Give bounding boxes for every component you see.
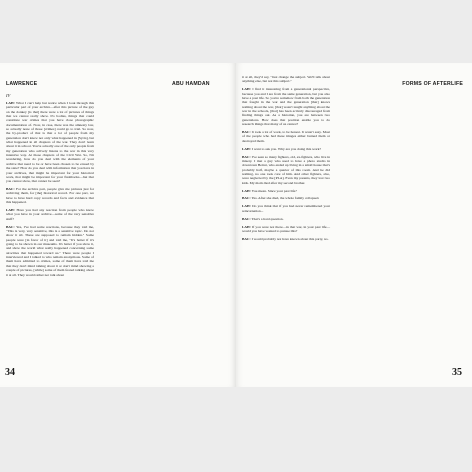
interview-paragraph	[242, 87, 330, 126]
running-head-author: LAWRENCE	[6, 81, 38, 87]
interview-text-column	[242, 75, 330, 245]
speaker-label: LAH:	[242, 87, 251, 92]
interview-text-column	[6, 101, 94, 280]
interview-paragraph	[6, 101, 94, 184]
speaker-label: LAH:	[242, 188, 251, 193]
interview-paragraph	[242, 196, 330, 200]
speaker-label: BAC:	[242, 196, 251, 201]
book-spread	[0, 63, 472, 387]
speaker-label: LAH:	[242, 204, 251, 209]
speaker-label: BAC:	[242, 216, 251, 221]
paragraph-text: It took a lot of work, to be honest. It wasn't easy. Most of the people who had these images either burned them or destroyed them.	[242, 129, 331, 143]
paragraph-text: I would probably not have known about this party, no.	[251, 236, 329, 241]
interview-paragraph	[242, 225, 330, 234]
interview-paragraph	[6, 225, 94, 277]
paragraph-text: I find it interesting from a generational perspective, because you and I are from the same generation, but you also have a past life. So you're somehow from both the generation that fought in the war and the generation [that] knows nothing about the war, [that] wasn't taught anything about the war in the schools, [that] has been actively discouraged from finding things out. As a historian, you are between two generations. How does that position enable you to do research things that many of us cannot?	[242, 87, 330, 127]
paragraph-text: That's a hard question.	[251, 216, 284, 221]
interview-paragraph	[6, 208, 94, 221]
paragraph-text: For the archive part, people give me pictures just for archiving them, for [the] historical record. For one part, we have to have hard copy records and facts and evidence that this happened.	[6, 187, 95, 205]
paragraph-text: If you were not there—in that war, in your past life—would you have wanted to pursue this?	[242, 224, 330, 233]
speaker-label: BAC:	[242, 154, 251, 159]
speaker-label: LAH:	[242, 146, 251, 151]
paragraph-text: Yes, I've had some reactions, because they told me, "This is very, very sensitive, this is a sensitive topic. Do not show it all. These are supposed to remain hidden." Some people were [in favor of it] and told me, "It's better if it's going to be shown in our museums. It's better if you show it, and show the world what really happened concerning some atrocities that happened toward us." There were people I interviewed and I talked to who remain anonymous. Some of them have admitted to crimes, some of them have told me that they don't mind talking about it or don't mind showing a couple of pictures, [while] some of them feared talking about it at all. They would rather not talk about	[6, 224, 94, 277]
page-number: 35	[452, 367, 462, 378]
speaker-label: LAH:	[242, 224, 251, 229]
paragraph-text: You mean. Since your past life?	[251, 188, 297, 193]
speaker-label: BAC:	[6, 224, 15, 229]
interview-paragraph	[242, 237, 330, 241]
interview-paragraph	[242, 204, 330, 213]
interview-paragraph	[242, 147, 330, 151]
left-page	[0, 63, 236, 387]
right-page	[236, 63, 472, 387]
interview-paragraph	[242, 75, 330, 84]
speaker-label: BAC:	[6, 187, 15, 192]
speaker-label: BAC:	[242, 129, 251, 134]
interview-paragraph	[242, 217, 330, 221]
page-number: 34	[5, 367, 15, 378]
interview-paragraph	[6, 187, 94, 204]
paragraph-text: Yes. After she died, the whole family collapsed.	[251, 196, 320, 201]
paragraph-text: it at all, they'd say, "Just change the subject. We'll talk about anything else, but not this subject."	[242, 75, 330, 84]
paragraph-text: Do you think that if you had never remembered your reincarnation...	[242, 204, 330, 213]
interview-paragraph	[242, 155, 330, 185]
running-head-title: FORMS OF AFTERLIFE	[402, 81, 463, 87]
paragraph-text: I've seen so many fighters, old, ex-fighters, who live in misery. I met a guy who used to have a photo studio in downtown Beirut, who ended up living in a small house that's probably half, maybe a quarter of this room. And he did nothing, no one took care of him. And other fighters, also, were neglected by the [PLA]. Even my parents, they lost two kids. My mom died after my second brother.	[242, 154, 331, 185]
paragraph-text: I want to ask you. Why are you doing this work?	[251, 146, 321, 151]
paragraph-text: What I can't help but notice when I look through this particular part of your archive—after this picture of the guy on the donkey [is that] there were a lot of pictures of things that we cannot really show. It's bodies, things that could constitute war crimes that you have close photographic documentation of. Now, in case, there was the amnesty law, so actually none of those [crimes] could go to trial. So now, the by-product of that is that a lot of people from my generation don't know not only what happened in [Syria], but what happened in all chapters of the war. They don't learn about it in school. You're actually one of the only people from my generation who actively listens to the war in this very intensive way. At those chapters of the Civil War. So, I'm wondering, how do you deal with the elements of your archive that need to be or have been chosen to be erased by the state? How do you deal with information that you have in your archives, that might be important for your historical work, that might be important for your flashbacks—but that you cannot show, that cannot be seen?	[6, 101, 94, 184]
paragraph-text: Have you had any reaction from people who know what you have in your archive—some of the very sensitive stuff?	[6, 208, 94, 221]
running-head-subject: ABU HAMDAN	[172, 81, 210, 87]
section-numeral: IV	[6, 93, 11, 98]
interview-paragraph	[242, 130, 330, 143]
speaker-label: LAH:	[6, 208, 15, 213]
interview-paragraph	[242, 189, 330, 193]
speaker-label: LAH:	[6, 101, 15, 105]
speaker-label: BAC:	[242, 236, 251, 241]
